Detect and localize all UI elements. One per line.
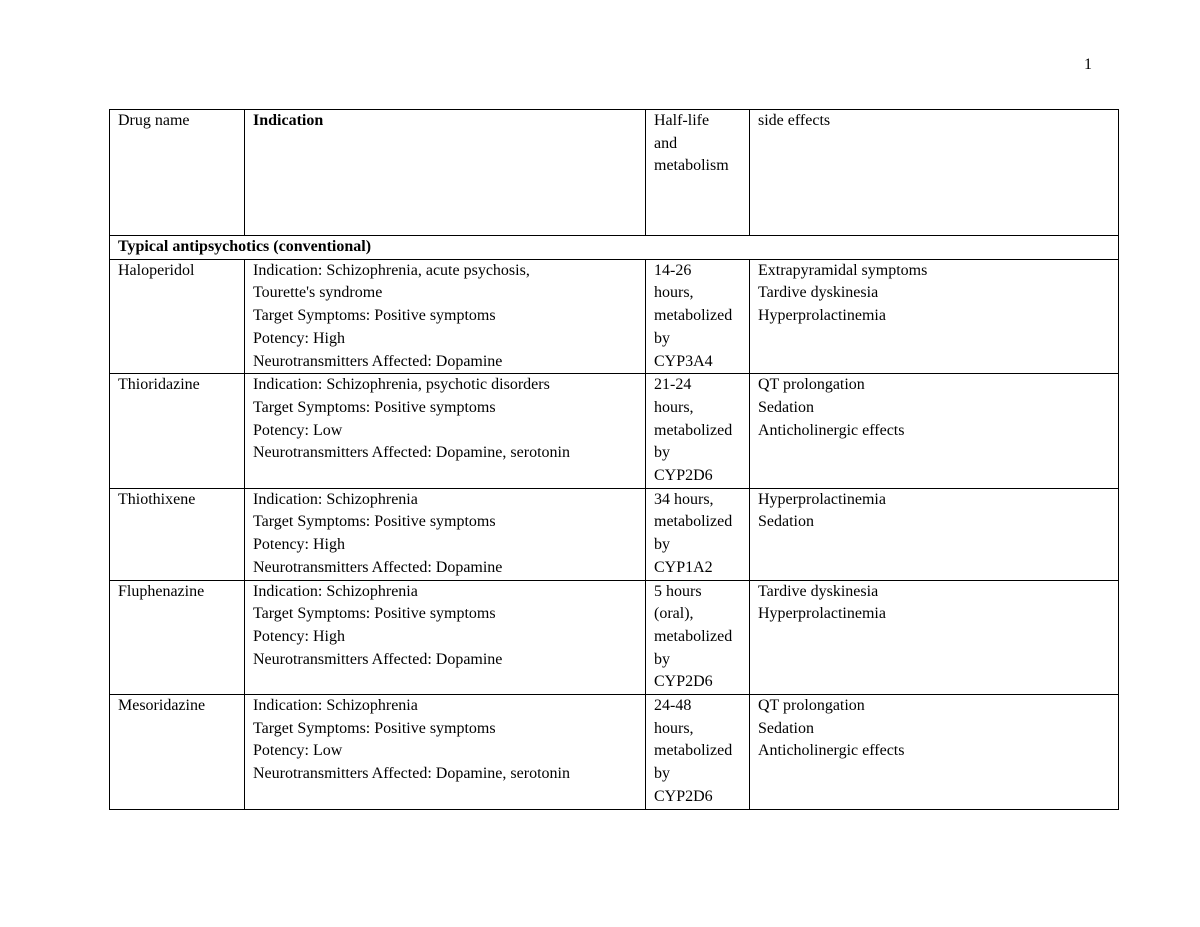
- drug-name: Thioridazine: [118, 376, 200, 394]
- half-life-line: (oral),: [654, 605, 694, 623]
- side-effect-line: Hyperprolactinemia: [758, 605, 886, 623]
- side-effect-line: Hyperprolactinemia: [758, 490, 886, 508]
- indication-line: Indication: Schizophrenia: [253, 697, 418, 715]
- side-effects-cell: [750, 580, 1119, 695]
- header-drug-name: [110, 110, 245, 236]
- indication-line: Potency: Low: [253, 742, 343, 760]
- side-effects-cell: [750, 695, 1119, 810]
- side-effect-line: Sedation: [758, 398, 814, 416]
- drug-name-cell: [110, 374, 245, 489]
- side-effect-line: Tardive dyskinesia: [758, 284, 879, 302]
- indication-line: Target Symptoms: Positive symptoms: [253, 513, 496, 531]
- section-title: Typical antipsychotics (conventional): [110, 236, 1119, 260]
- half-life-cell: [646, 488, 750, 580]
- side-effect-line: Hyperprolactinemia: [758, 307, 886, 325]
- half-life-line: by: [654, 650, 670, 668]
- half-life-line: 5 hours: [654, 582, 702, 600]
- half-life-line: CYP1A2: [654, 558, 713, 576]
- indication-line: Neurotransmitters Affected: Dopamine, serotonin: [253, 444, 570, 462]
- side-effects-cell: [750, 374, 1119, 489]
- half-life-line: 34 hours,: [654, 490, 714, 508]
- side-effect-line: QT prolongation: [758, 376, 865, 394]
- half-life-line: metabolized: [654, 513, 733, 531]
- side-effect-line: Tardive dyskinesia: [758, 582, 879, 600]
- drug-table: [109, 109, 1119, 810]
- header-indication: [245, 110, 646, 236]
- drug-name-cell: [110, 580, 245, 695]
- drug-name: Haloperidol: [118, 261, 195, 279]
- header-side-effects: [750, 110, 1119, 236]
- indication-line: Target Symptoms: Positive symptoms: [253, 307, 496, 325]
- indication-cell: [245, 695, 646, 810]
- indication-line: Target Symptoms: Positive symptoms: [253, 719, 496, 737]
- section-row: [110, 236, 1119, 260]
- indication-line: Neurotransmitters Affected: Dopamine: [253, 558, 503, 576]
- half-life-line: by: [654, 329, 670, 347]
- side-effect-line: Anticholinergic effects: [758, 421, 905, 439]
- indication-line: Tourette's syndrome: [253, 284, 383, 302]
- indication-line: Potency: High: [253, 627, 345, 645]
- side-effect-line: Sedation: [758, 719, 814, 737]
- half-life-line: metabolized: [654, 742, 733, 760]
- half-life-line: CYP2D6: [654, 467, 713, 485]
- half-life-cell: [646, 695, 750, 810]
- table-row: [110, 259, 1119, 374]
- half-life-cell: [646, 374, 750, 489]
- indication-cell: [245, 488, 646, 580]
- indication-cell: [245, 580, 646, 695]
- half-life-line: by: [654, 444, 670, 462]
- half-life-line: hours,: [654, 719, 694, 737]
- half-life-cell: [646, 259, 750, 374]
- half-life-line: CYP2D6: [654, 673, 713, 691]
- page-number: 1: [1084, 56, 1092, 73]
- half-life-line: metabolized: [654, 307, 733, 325]
- header-half-life-line: and: [654, 134, 678, 152]
- indication-line: Neurotransmitters Affected: Dopamine: [253, 352, 503, 370]
- table-header-row: [110, 110, 1119, 236]
- drug-name: Mesoridazine: [118, 697, 206, 715]
- indication-line: Indication: Schizophrenia: [253, 490, 418, 508]
- side-effects-cell: [750, 259, 1119, 374]
- half-life-line: 14-26: [654, 261, 692, 279]
- header-half-life-line: Half-life: [654, 112, 710, 129]
- indication-line: Indication: Schizophrenia, psychotic disorders: [253, 376, 550, 394]
- side-effect-line: QT prolongation: [758, 697, 865, 715]
- indication-line: Target Symptoms: Positive symptoms: [253, 398, 496, 416]
- half-life-cell: [646, 580, 750, 695]
- half-life-line: by: [654, 765, 670, 783]
- half-life-line: hours,: [654, 398, 694, 416]
- header-drug-name-text: Drug name: [118, 112, 190, 129]
- table-row: [110, 374, 1119, 489]
- indication-line: Indication: Schizophrenia, acute psychosis,: [253, 261, 530, 279]
- drug-name: Thiothixene: [118, 490, 196, 508]
- indication-cell: [245, 259, 646, 374]
- header-indication-text: Indication: [253, 112, 324, 129]
- half-life-line: 24-48: [654, 697, 692, 715]
- table-row: [110, 488, 1119, 580]
- drug-name-cell: [110, 488, 245, 580]
- drug-name-cell: [110, 259, 245, 374]
- indication-line: Target Symptoms: Positive symptoms: [253, 605, 496, 623]
- side-effect-line: Extrapyramidal symptoms: [758, 261, 928, 279]
- half-life-line: 21-24: [654, 376, 692, 394]
- side-effect-line: Anticholinergic effects: [758, 742, 905, 760]
- indication-line: Potency: High: [253, 536, 345, 554]
- indication-line: Potency: High: [253, 329, 345, 347]
- indication-cell: [245, 374, 646, 489]
- half-life-line: CYP3A4: [654, 352, 713, 370]
- side-effects-cell: [750, 488, 1119, 580]
- drug-name: Fluphenazine: [118, 582, 205, 600]
- half-life-line: by: [654, 536, 670, 554]
- half-life-line: metabolized: [654, 627, 733, 645]
- header-half-life: [646, 110, 750, 236]
- indication-line: Indication: Schizophrenia: [253, 582, 418, 600]
- half-life-line: metabolized: [654, 421, 733, 439]
- indication-line: Neurotransmitters Affected: Dopamine, serotonin: [253, 765, 570, 783]
- header-half-life-line: metabolism: [654, 157, 729, 175]
- side-effect-line: Sedation: [758, 513, 814, 531]
- header-side-effects-text: side effects: [758, 112, 831, 129]
- indication-line: Potency: Low: [253, 421, 343, 439]
- half-life-line: hours,: [654, 284, 694, 302]
- half-life-line: CYP2D6: [654, 787, 713, 805]
- indication-line: Neurotransmitters Affected: Dopamine: [253, 650, 503, 668]
- drug-name-cell: [110, 695, 245, 810]
- table-row: [110, 580, 1119, 695]
- table-row: [110, 695, 1119, 810]
